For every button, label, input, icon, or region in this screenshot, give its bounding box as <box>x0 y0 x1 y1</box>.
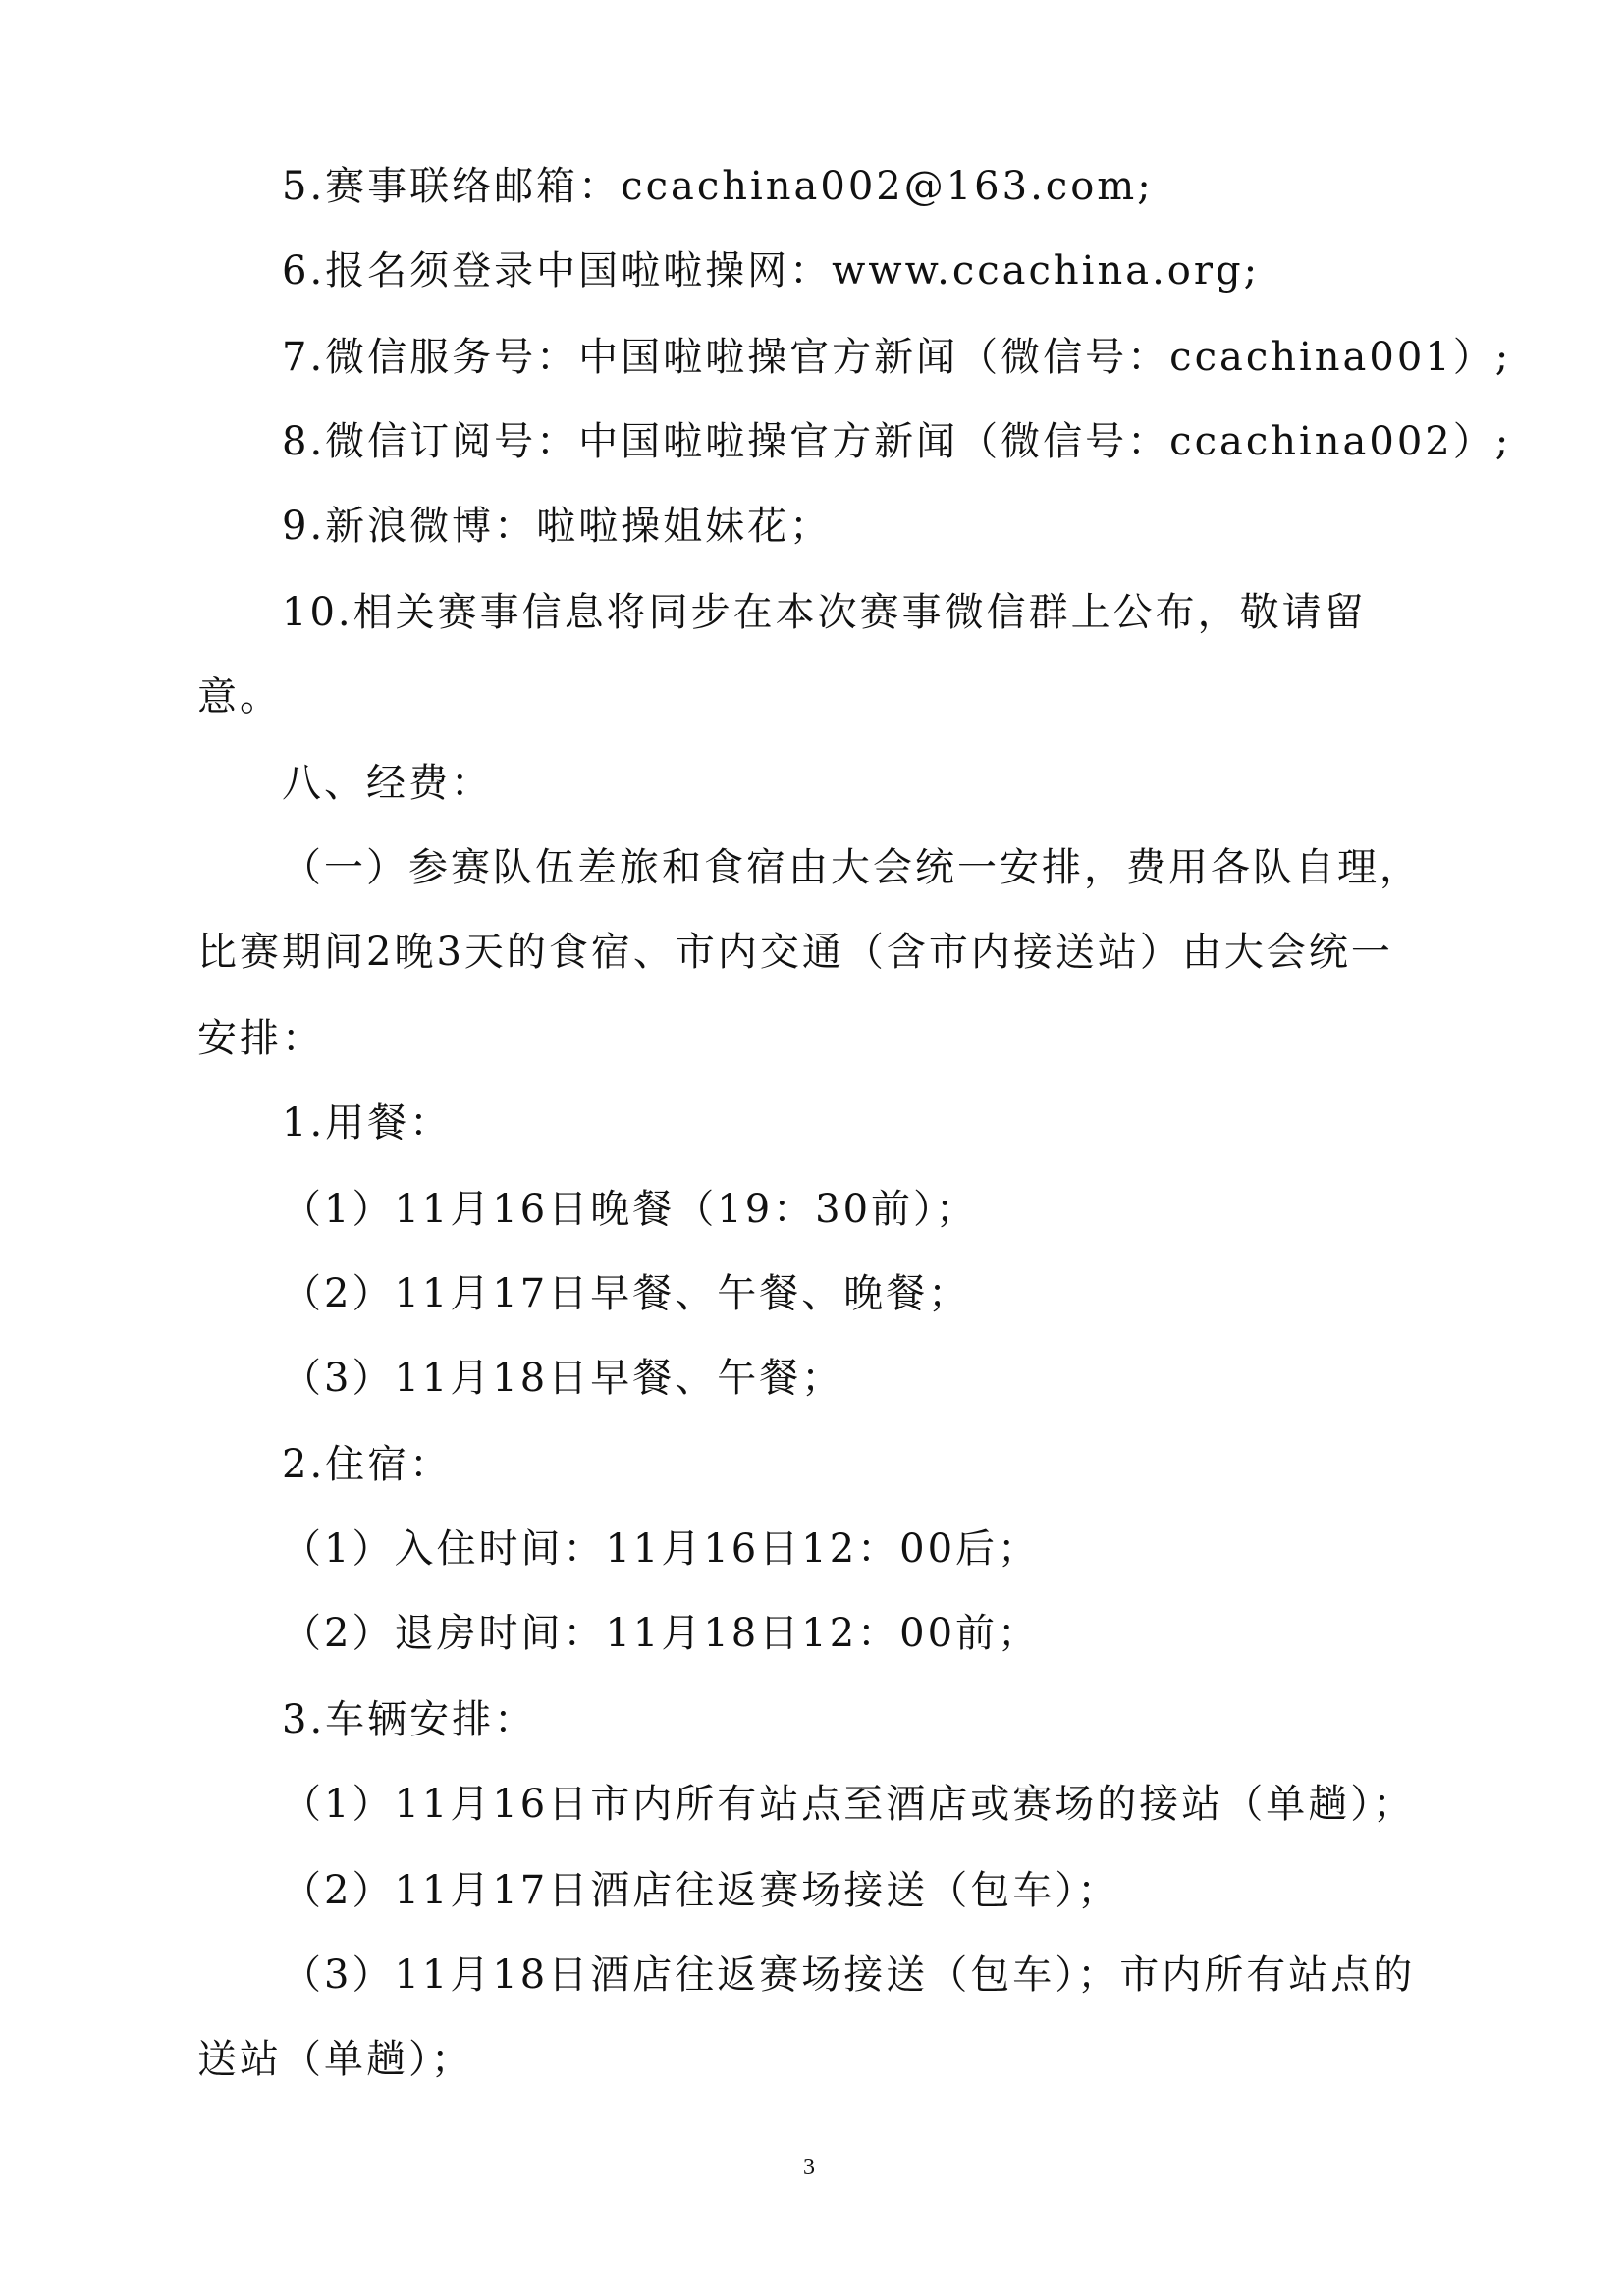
funding-paragraph-line-2: 比赛期间2晚3天的食宿、市内交通（含市内接送站）由大会统一 <box>197 930 1393 975</box>
meals-heading: 1.用餐： <box>282 1100 453 1146</box>
contact-email-line: 5.赛事联络邮箱：ccachina002@163.com; <box>282 164 1154 209</box>
meals-item-2: （2）11月17日早餐、午餐、晚餐； <box>282 1271 971 1316</box>
vehicles-heading: 3.车辆安排： <box>282 1697 537 1742</box>
vehicles-item-1: （1）11月16日市内所有站点至酒店或赛场的接站（单趟）； <box>282 1782 1416 1827</box>
lodging-item-1: （1）入住时间：11月16日12：00后； <box>282 1526 1041 1572</box>
info-notice-line: 10.相关赛事信息将同步在本次赛事微信群上公布，敬请留 <box>282 590 1367 635</box>
page-number: 3 <box>803 2155 815 2180</box>
funding-paragraph-line-1: （一）参赛队伍差旅和食宿由大会统一安排，费用各队自理， <box>282 845 1422 890</box>
lodging-heading: 2.住宿： <box>282 1442 453 1487</box>
vehicles-item-2: （2）11月17日酒店往返赛场接送（包车）； <box>282 1868 1120 1913</box>
vehicles-item-3-continuation: 送站（单趟）； <box>197 2037 473 2082</box>
vehicles-item-3: （3）11月18日酒店往返赛场接送（包车）；市内所有站点的 <box>282 1952 1416 1998</box>
info-notice-continuation: 意。 <box>197 674 282 720</box>
wechat-subscription-line: 8.微信订阅号：中国啦啦操官方新闻（微信号：ccachina002）; <box>282 419 1512 464</box>
section-heading-funding: 八、经费： <box>282 761 493 806</box>
registration-site-line: 6.报名须登录中国啦啦操网：www.ccachina.org; <box>282 248 1261 294</box>
meals-item-3: （3）11月18日早餐、午餐； <box>282 1356 844 1401</box>
funding-paragraph-line-3: 安排： <box>197 1016 324 1061</box>
weibo-line: 9.新浪微博：啦啦操姐妹花； <box>282 504 833 549</box>
meals-item-1: （1）11月16日晚餐（19：30前）； <box>282 1187 979 1232</box>
lodging-item-2: （2）退房时间：11月18日12：00前； <box>282 1611 1041 1656</box>
wechat-service-line: 7.微信服务号：中国啦啦操官方新闻（微信号：ccachina001）; <box>282 335 1512 380</box>
